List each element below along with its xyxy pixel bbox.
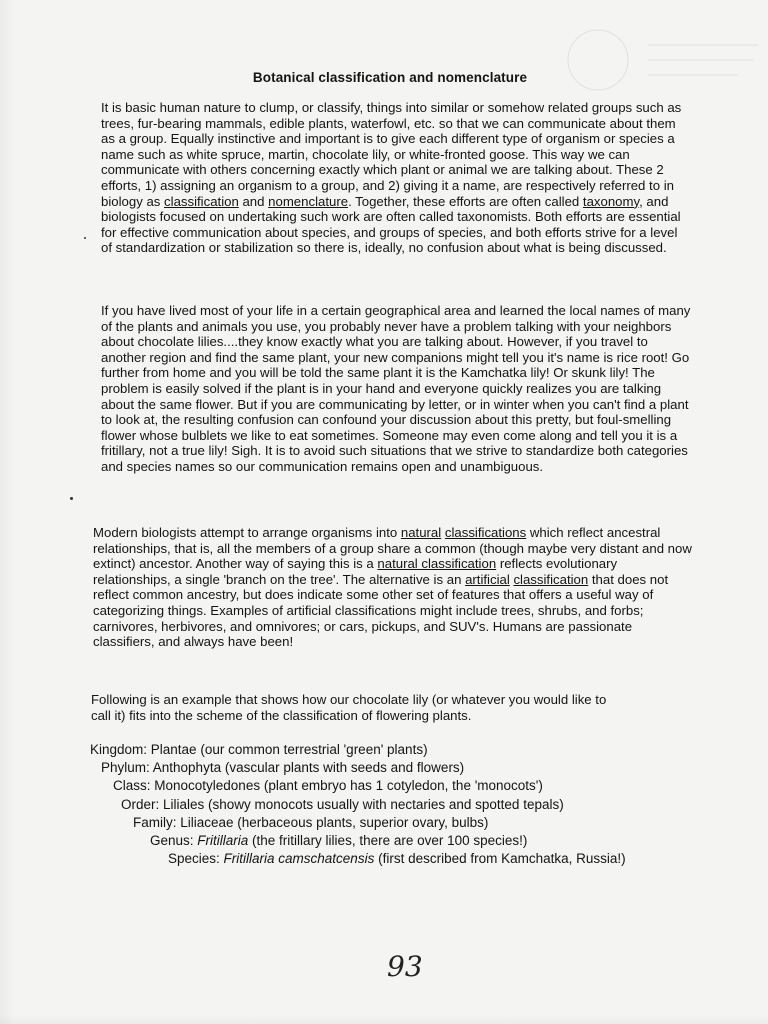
paragraph-natural-text: which reflect ancestral relationships, that is, all the members of a group share a common (though maybe very distant and now extinct) ancestor. Another way of saying this is a [93, 525, 692, 572]
taxon-genus-note: (the fritillary lilies, there are over 100 species!) [248, 833, 528, 849]
taxon-order: Order: Liliales (showy monocots usually with nectaries and spotted tepals) [121, 796, 564, 812]
example-intro-line-1: Following is an example that shows how our chocolate lily (or whatever you would like to [91, 692, 607, 707]
bleed-through-marks [558, 20, 768, 100]
taxon-phylum: Phylum: Anthophyta (vascular plants with seeds and flowers) [101, 760, 465, 776]
taxon-class: Class: Monocotyledones (plant embryo has 1 cotyledon, the 'monocots') [113, 778, 543, 794]
taxon-family: Family: Liliaceae (herbaceous plants, superior ovary, bulbs) [133, 814, 489, 830]
taxon-species-note: (first described from Kamchatka, Russia!) [374, 851, 626, 867]
paragraph-natural-text: reflects evolutionary relationships, a single 'branch on the tree'. The alternative is an [93, 556, 618, 587]
paragraph-natural-text: that does not reflect common ancestry, but does indicate some other set of features that offers a useful way of categorizing things. Examples of artificial classifications might include trees, shrubs, and forbs; carnivores, herbivores, and omnivores; or cars, pickups, and SUV's. Humans are passionate classifiers, and always have been! [93, 571, 669, 650]
taxon-species-label: Species: [168, 851, 224, 867]
taxon-genus [150, 832, 768, 850]
taxon-genus-label: Genus: [150, 833, 198, 849]
document-title: Botanical classification and nomenclature [252, 70, 528, 85]
term-classifications: classifications [444, 525, 527, 540]
paragraph-intro-text: . Together, these efforts are often called [348, 193, 583, 209]
paragraph-natural-text: Modern biologists attempt to arrange organisms into [93, 525, 401, 540]
term-taxonomy: taxonomy [582, 193, 640, 209]
handwritten-page-number: 93 [387, 950, 423, 983]
paragraph-intro-text: and [238, 193, 269, 209]
taxon-species-name: Fritillaria camschatcensis [223, 851, 375, 867]
term-classification-artificial: classification [513, 571, 589, 587]
paragraph-intro-text: It is basic human nature to clump, or classify, things into similar or somehow related groups such as trees, fur-bearing mammals, edible plants, waterfowl, etc. so that we can communicate about them as a group. Equally instinctive and important is to give each different type of organism or species a name such as white spruce, martin, chocolate lily, or white-fronted goose. This way we can communicate with others concerning exactly which plant or animal we are talking about. These 2 efforts, 1) assigning an organism to a group, and 2) giving it a name, are respectively referred to in biology as [101, 100, 682, 209]
scan-speck [84, 237, 86, 239]
taxon-kingdom: Kingdom: Plantae (our common terrestrial 'green' plants) [90, 742, 428, 757]
term-artificial: artificial [465, 571, 510, 587]
term-natural: natural [400, 525, 442, 540]
taxon-genus-name: Fritillaria [197, 833, 249, 849]
term-nomenclature: nomenclature [268, 193, 349, 209]
taxonomy-hierarchy [0, 741, 768, 868]
paragraph-example-intro [91, 692, 699, 723]
example-intro-line-2: call it) fits into the scheme of the classification of flowering plants. [91, 707, 472, 723]
term-natural-classification: natural classification [377, 556, 497, 572]
paragraph-intro-text: , and biologists focused on undertaking such work are often called taxonomists. Both efforts are essential for effective communication about species, and groups of species, and both efforts strive for a level of standardization or stabilization so there is, ideally, no confusion about what is being discussed. [101, 193, 681, 256]
paragraph-intro [101, 100, 691, 256]
scan-speck [70, 497, 73, 500]
paragraph-natural-classification [93, 525, 693, 650]
term-classification: classification [164, 193, 239, 209]
taxon-species [168, 850, 768, 868]
paragraph-common-names: If you have lived most of your life in a certain geographical area and learned the local names of many of the plants and animals you use, you probably never have a problem talking with your neighbors about chocolate lilies....they know exactly what you are talking about. However, if you travel to another region and find the same plant, your new companions might tell you it's name is rice root! Go further from home and you will be told the same plant it is the Kamchatka lily! Or skunk lily! The problem is easily solved if the plant is in your hand and everyone quickly realizes you are talking about the same flower. But if you are communicating by letter, or in winter when you can't find a plant to look at, the resulting confusion can confound your discussion about this pretty, but foul-smelling flower whose bulblets we like to eat sometimes. Someone may even come along and tell you it is a fritillary, not a true lily! Sigh. It is to avoid such situations that we strive to standardize both categories and species names so our communication remains open and unambiguous. [101, 303, 691, 474]
